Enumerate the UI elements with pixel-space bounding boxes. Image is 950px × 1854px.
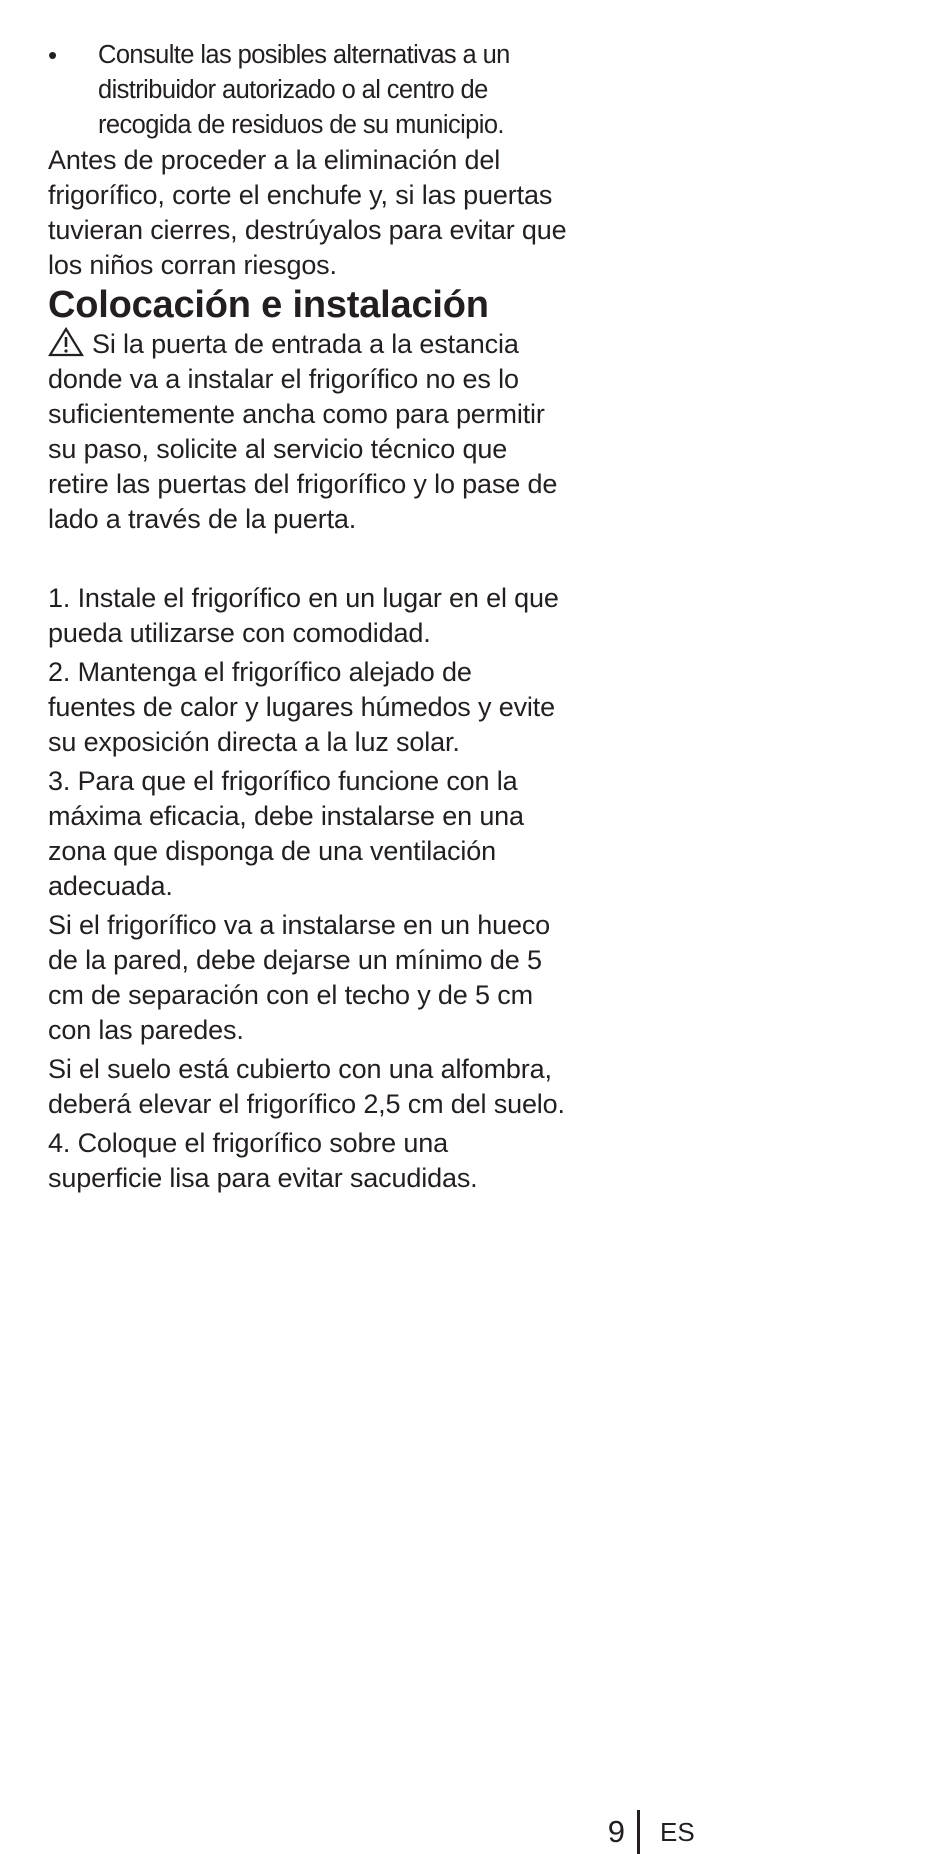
page-footer	[595, 1810, 695, 1854]
footer-divider	[637, 1810, 640, 1854]
section-heading: Colocación e instalación	[48, 284, 489, 326]
text-line: distribuidor autorizado o al centro de	[98, 76, 488, 104]
bullet-text	[98, 38, 628, 143]
text-line: 2. Mantenga el frigorífico alejado de	[48, 657, 472, 687]
page-content	[48, 38, 628, 1200]
text-line: recogida de residuos de su municipio.	[98, 111, 504, 139]
text-line: deberá elevar el frigorífico 2,5 cm del suelo.	[48, 1089, 565, 1119]
text-line: adecuada.	[48, 871, 173, 901]
text-line: Si el frigorífico va a instalarse en un hueco	[48, 910, 551, 940]
text-line: lado a través de la puerta.	[48, 504, 357, 534]
step-1	[48, 581, 628, 651]
step-3	[48, 764, 628, 904]
step-2	[48, 655, 628, 760]
text-line: fuentes de calor y lugares húmedos y evite	[48, 692, 555, 722]
text-line	[48, 327, 628, 362]
text-line: pueda utilizarse con comodidad.	[48, 618, 431, 648]
installation-steps	[48, 581, 628, 1196]
text-line: Antes de proceder a la eliminación del	[48, 145, 501, 175]
spacer	[48, 537, 628, 581]
text-line: los niños corran riesgos.	[48, 250, 337, 280]
text-line: cm de separación con el techo y de 5 cm	[48, 980, 533, 1010]
text-line: 3. Para que el frigorífico funcione con la	[48, 766, 518, 796]
page-number: 9	[607, 1814, 625, 1849]
step-4	[48, 1126, 628, 1196]
text-line: frigorífico, corte el enchufe y, si las puertas	[48, 180, 553, 210]
warning-triangle-icon	[48, 327, 84, 357]
text-line: su paso, solicite al servicio técnico que	[48, 434, 508, 464]
text-line: 1. Instale el frigorífico en un lugar en el que	[48, 583, 559, 613]
warning-paragraph	[48, 327, 628, 537]
disposal-paragraph	[48, 143, 628, 283]
bullet-symbol: •	[48, 40, 57, 70]
text-line: con las paredes.	[48, 1015, 244, 1045]
text-line: zona que disponga de una ventilación	[48, 836, 496, 866]
text-line: Consulte las posibles alternativas a un	[98, 41, 510, 69]
text-line: suficientemente ancha como para permitir	[48, 399, 545, 429]
text-line: superficie lisa para evitar sacudidas.	[48, 1163, 478, 1193]
carpet-note	[48, 1052, 628, 1122]
text-line: de la pared, debe dejarse un mínimo de 5	[48, 945, 542, 975]
text-line: 4. Coloque el frigorífico sobre una	[48, 1128, 448, 1158]
text-line: máxima eficacia, debe instalarse en una	[48, 801, 524, 831]
wall-recess-note	[48, 908, 628, 1048]
warning-text: Si la puerta de entrada a la estancia	[92, 329, 519, 359]
language-code: ES	[660, 1817, 695, 1847]
text-line: su exposición directa a la luz solar.	[48, 727, 460, 757]
text-line: tuvieran cierres, destrúyalos para evitar que	[48, 215, 567, 245]
text-line: retire las puertas del frigorífico y lo pase de	[48, 469, 558, 499]
text-line: Si el suelo está cubierto con una alfombra,	[48, 1054, 552, 1084]
list-item	[48, 38, 628, 143]
text-line: donde va a instalar el frigorífico no es lo	[48, 364, 519, 394]
